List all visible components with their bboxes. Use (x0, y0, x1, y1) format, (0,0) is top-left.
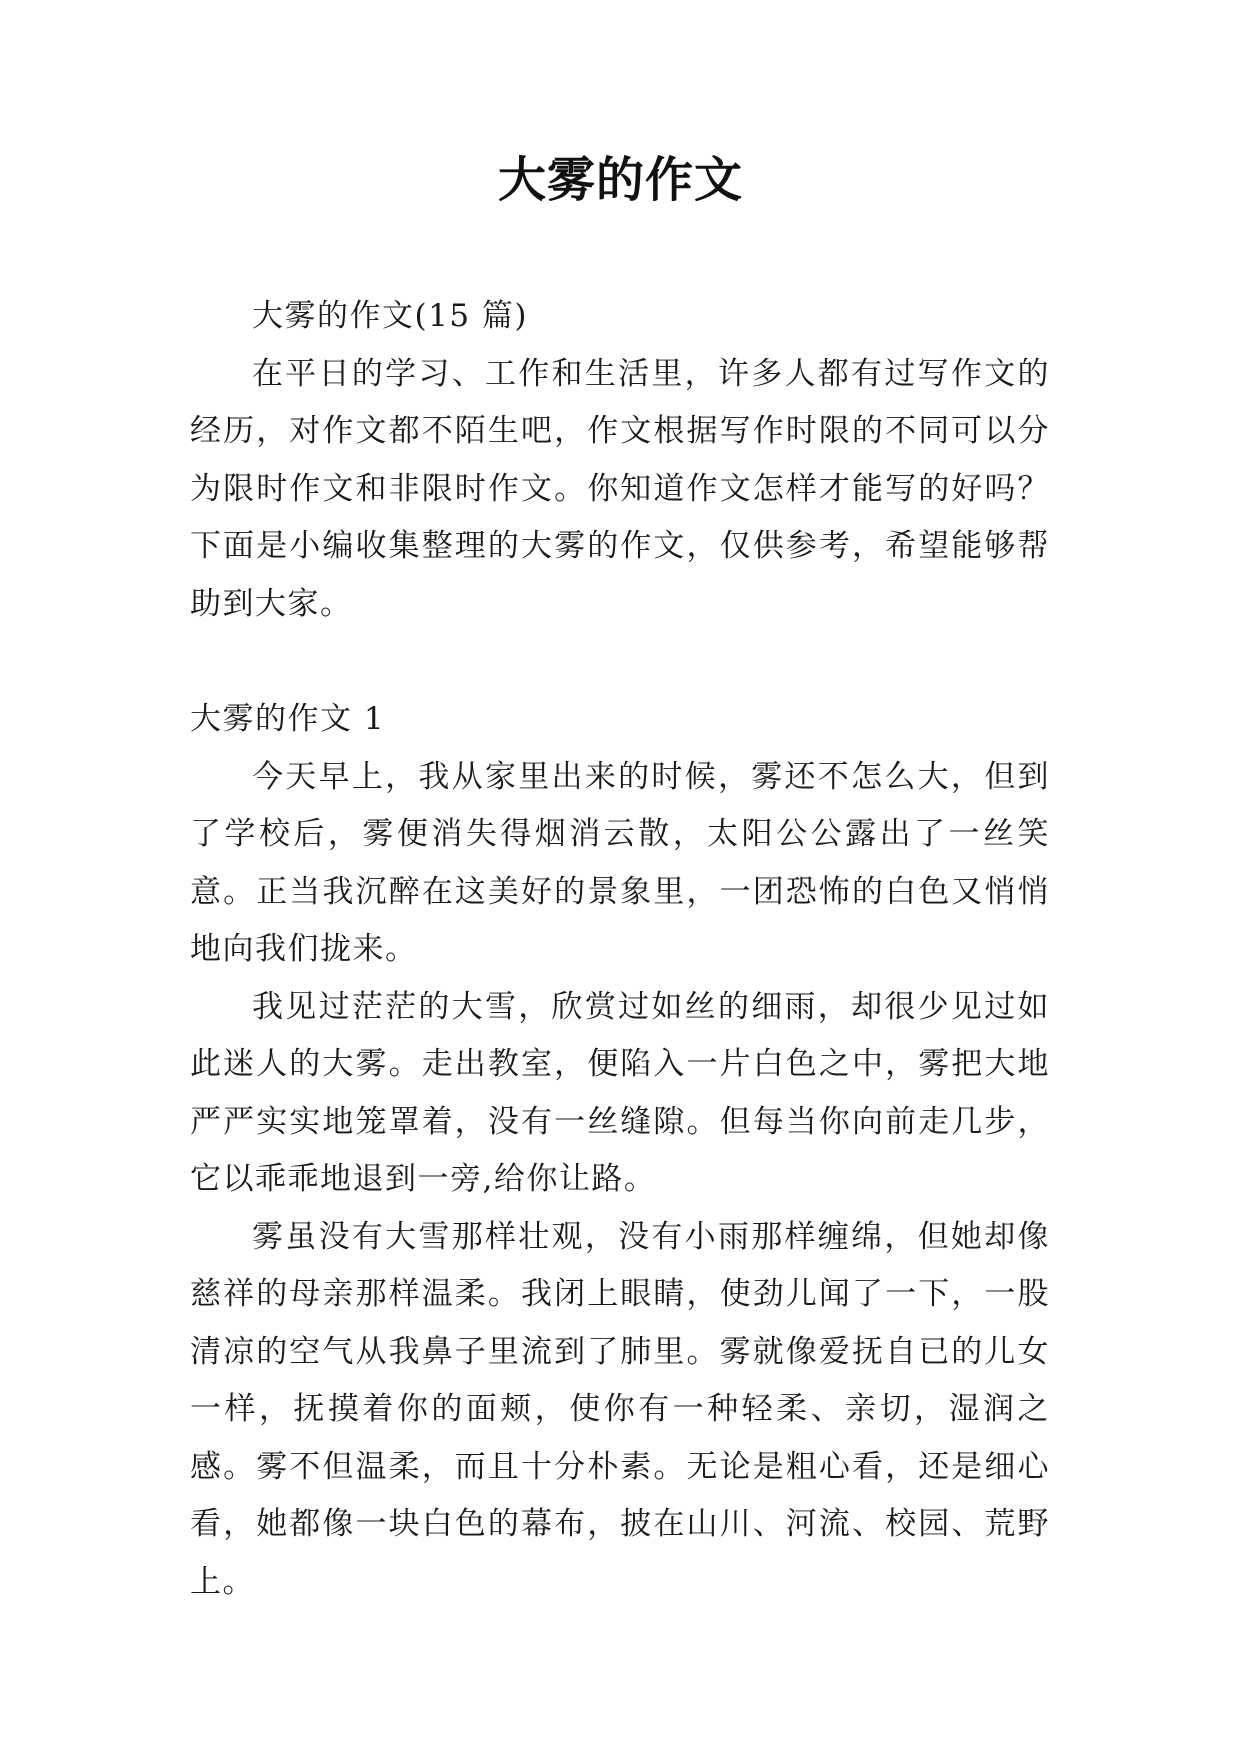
intro-paragraph: 在平日的学习、工作和生活里，许多人都有过写作文的经历，对作文都不陌生吧，作文根据写作时限的不同可以分为限时作文和非限时作文。你知道作文怎样才能写的好吗？下面是小编收集整理的大雾的作文，仅供参考，希望能够帮助到大家。 (190, 355, 1050, 622)
body-paragraph-2: 我见过茫茫的大雪，欣赏过如丝的细雨，却很少见过如此迷人的大雾。走出教室，便陷入一片白色之中，雾把大地严严实实地笼罩着，没有一丝缝隙。但每当你向前走几步，它以乖乖地退到一旁,给你让路。 (190, 988, 1050, 1197)
body-paragraph-3: 雾虽没有大雪那样壮观，没有小雨那样缠绵，但她却像慈祥的母亲那样温柔。我闭上眼睛，使劲儿闻了一下，一股清凉的空气从我鼻子里流到了肺里。雾就像爱抚自已的儿女一样，抚摸着你的面颊，使你有一种轻柔、亲切，湿润之感。雾不但温柔，而且十分朴素。无论是粗心看，还是细心看，她都像一块白色的幕布，披在山川、河流、校园、荒野上。 (190, 1218, 1050, 1600)
document-body (190, 288, 1050, 1611)
document-subtitle: 大雾的作文(15 篇) (252, 298, 528, 334)
body-paragraph-1: 今天早上，我从家里出来的时候，雾还不怎么大，但到了学校后，雾便消失得烟消云散，太阳公公露出了一丝笑意。正当我沉醉在这美好的景象里，一团恐怖的白色又悄悄地向我们拢来。 (190, 758, 1050, 967)
section-heading: 大雾的作文 1 (190, 701, 386, 737)
document-title: 大雾的作文 (497, 152, 743, 208)
